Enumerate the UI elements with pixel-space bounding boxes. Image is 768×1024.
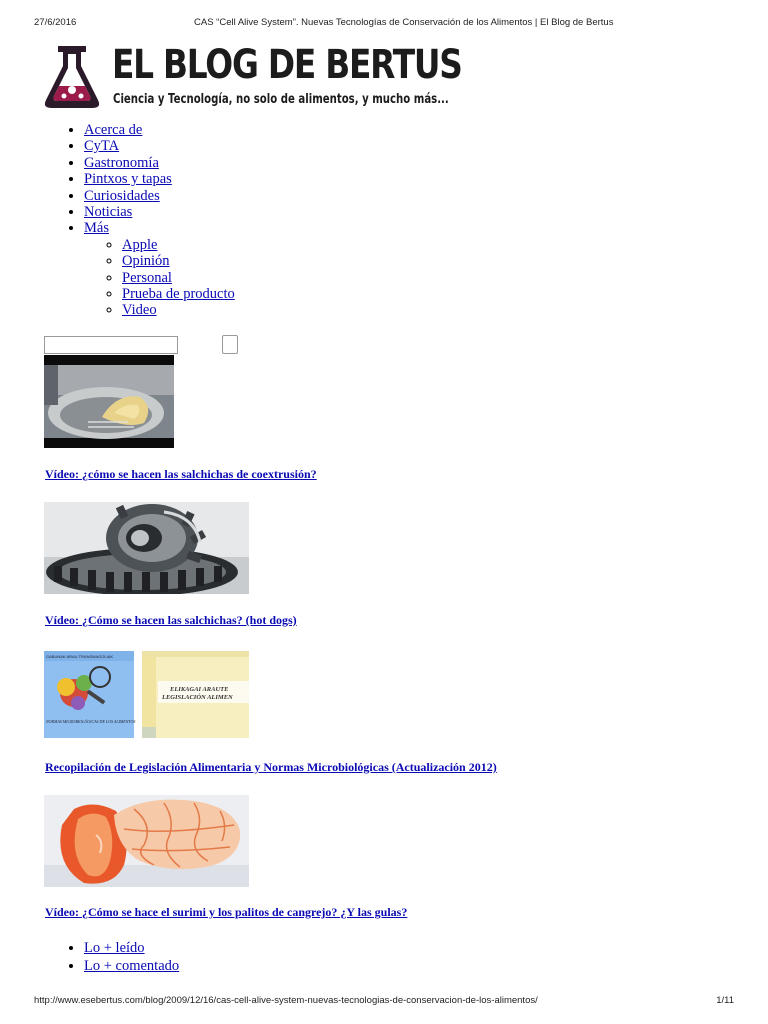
nav-link-pintxos[interactable]: Pintxos y tapas [84,171,172,188]
nav-item-acerca-de[interactable] [84,122,235,138]
gear-image-icon [44,502,249,594]
doc2-line1: ELIKAGAI ARAUTE [170,686,229,693]
search-button[interactable] [222,335,238,354]
nav-item-gastronomia[interactable] [84,155,235,171]
video-thumbnail-icon [44,355,174,448]
search-input[interactable] [44,336,178,354]
nav-item-cyta[interactable] [84,138,235,154]
nav-subitem-prueba[interactable] [122,286,235,302]
nav-link-apple[interactable]: Apple [122,236,158,253]
post-thumbnail-4[interactable] [44,795,249,887]
print-url: http://www.esebertus.com/blog/2009/12/16/cas-cell-alive-system-nuevas-tecnologias-de-conservacion-de-los-alimentos/ [34,995,538,1006]
popular-tabs [44,940,179,975]
nav-submenu-mas [84,237,235,319]
nav-item-curiosidades[interactable] [84,188,235,204]
blog-tagline: Ciencia y Tecnología, no solo de alimentos, y mucho más... [113,92,449,107]
post-thumbnail-2[interactable] [44,502,249,594]
nav-link-mas[interactable]: Más [84,220,109,237]
post-thumbnail-3[interactable] [44,651,249,738]
nav-link-cyta[interactable]: CyTA [84,138,120,155]
nav-item-pintxos[interactable] [84,171,235,187]
nav-item-mas[interactable] [84,220,235,318]
print-title: CAS “Cell Alive System”. Nuevas Tecnologías de Conservación de los Alimentos | El Blog de Bertus [194,17,614,28]
post-link-2[interactable]: Vídeo: ¿Cómo se hacen las salchichas? (hot dogs) [45,613,297,627]
doc1-footer: NORMAS MICROBIOLÓGICAS DE LOS ALIMENTOS [46,719,136,724]
nav-link-prueba[interactable]: Prueba de producto [122,286,235,303]
print-page-number: 1/11 [716,995,734,1006]
nav-link-opinion[interactable]: Opinión [122,253,170,270]
tab-lo-mas-leido[interactable] [84,940,179,958]
surimi-image-icon [44,795,249,887]
main-nav [44,122,235,319]
post-link-4[interactable]: Vídeo: ¿Cómo se hace el surimi y los palitos de cangrejo? ¿Y las gulas? [45,905,408,919]
doc2-line2: LEGISLACIÓN ALIMEN [162,694,233,701]
nav-link-acerca-de[interactable]: Acerca de [84,122,143,138]
print-date: 27/6/2016 [34,17,77,28]
site-logo[interactable] [44,42,462,114]
nav-subitem-video[interactable] [122,302,235,318]
tab-link-lo-mas-comentado[interactable]: Lo + comentado [84,957,180,974]
post-thumbnail-1[interactable] [44,355,174,448]
nav-subitem-opinion[interactable] [122,253,235,269]
flask-icon [44,44,100,110]
nav-subitem-personal[interactable] [122,270,235,286]
post-link-1[interactable]: Vídeo: ¿cómo se hacen las salchichas de coextrusión? [45,467,317,481]
nav-subitem-apple[interactable] [122,237,235,253]
post-link-3[interactable]: Recopilación de Legislación Alimentaria y Normas Microbiológicas (Actualización 2012) [45,760,497,774]
nav-link-personal[interactable]: Personal [122,269,172,286]
blog-name: EL BLOG DE BERTUS [112,42,462,88]
tab-link-lo-mas-leido[interactable]: Lo + leído [84,940,145,956]
nav-link-gastronomia[interactable]: Gastronomía [84,154,159,171]
nav-link-video[interactable]: Video [122,302,157,319]
doc1-header: GABUNAK ARAU TRANSMAGOLIAK [46,654,114,659]
nav-item-noticias[interactable] [84,204,235,220]
nav-link-curiosidades[interactable]: Curiosidades [84,187,160,204]
tab-lo-mas-comentado[interactable] [84,958,179,976]
nav-link-noticias[interactable]: Noticias [84,204,133,221]
document-image-icon [44,651,249,738]
